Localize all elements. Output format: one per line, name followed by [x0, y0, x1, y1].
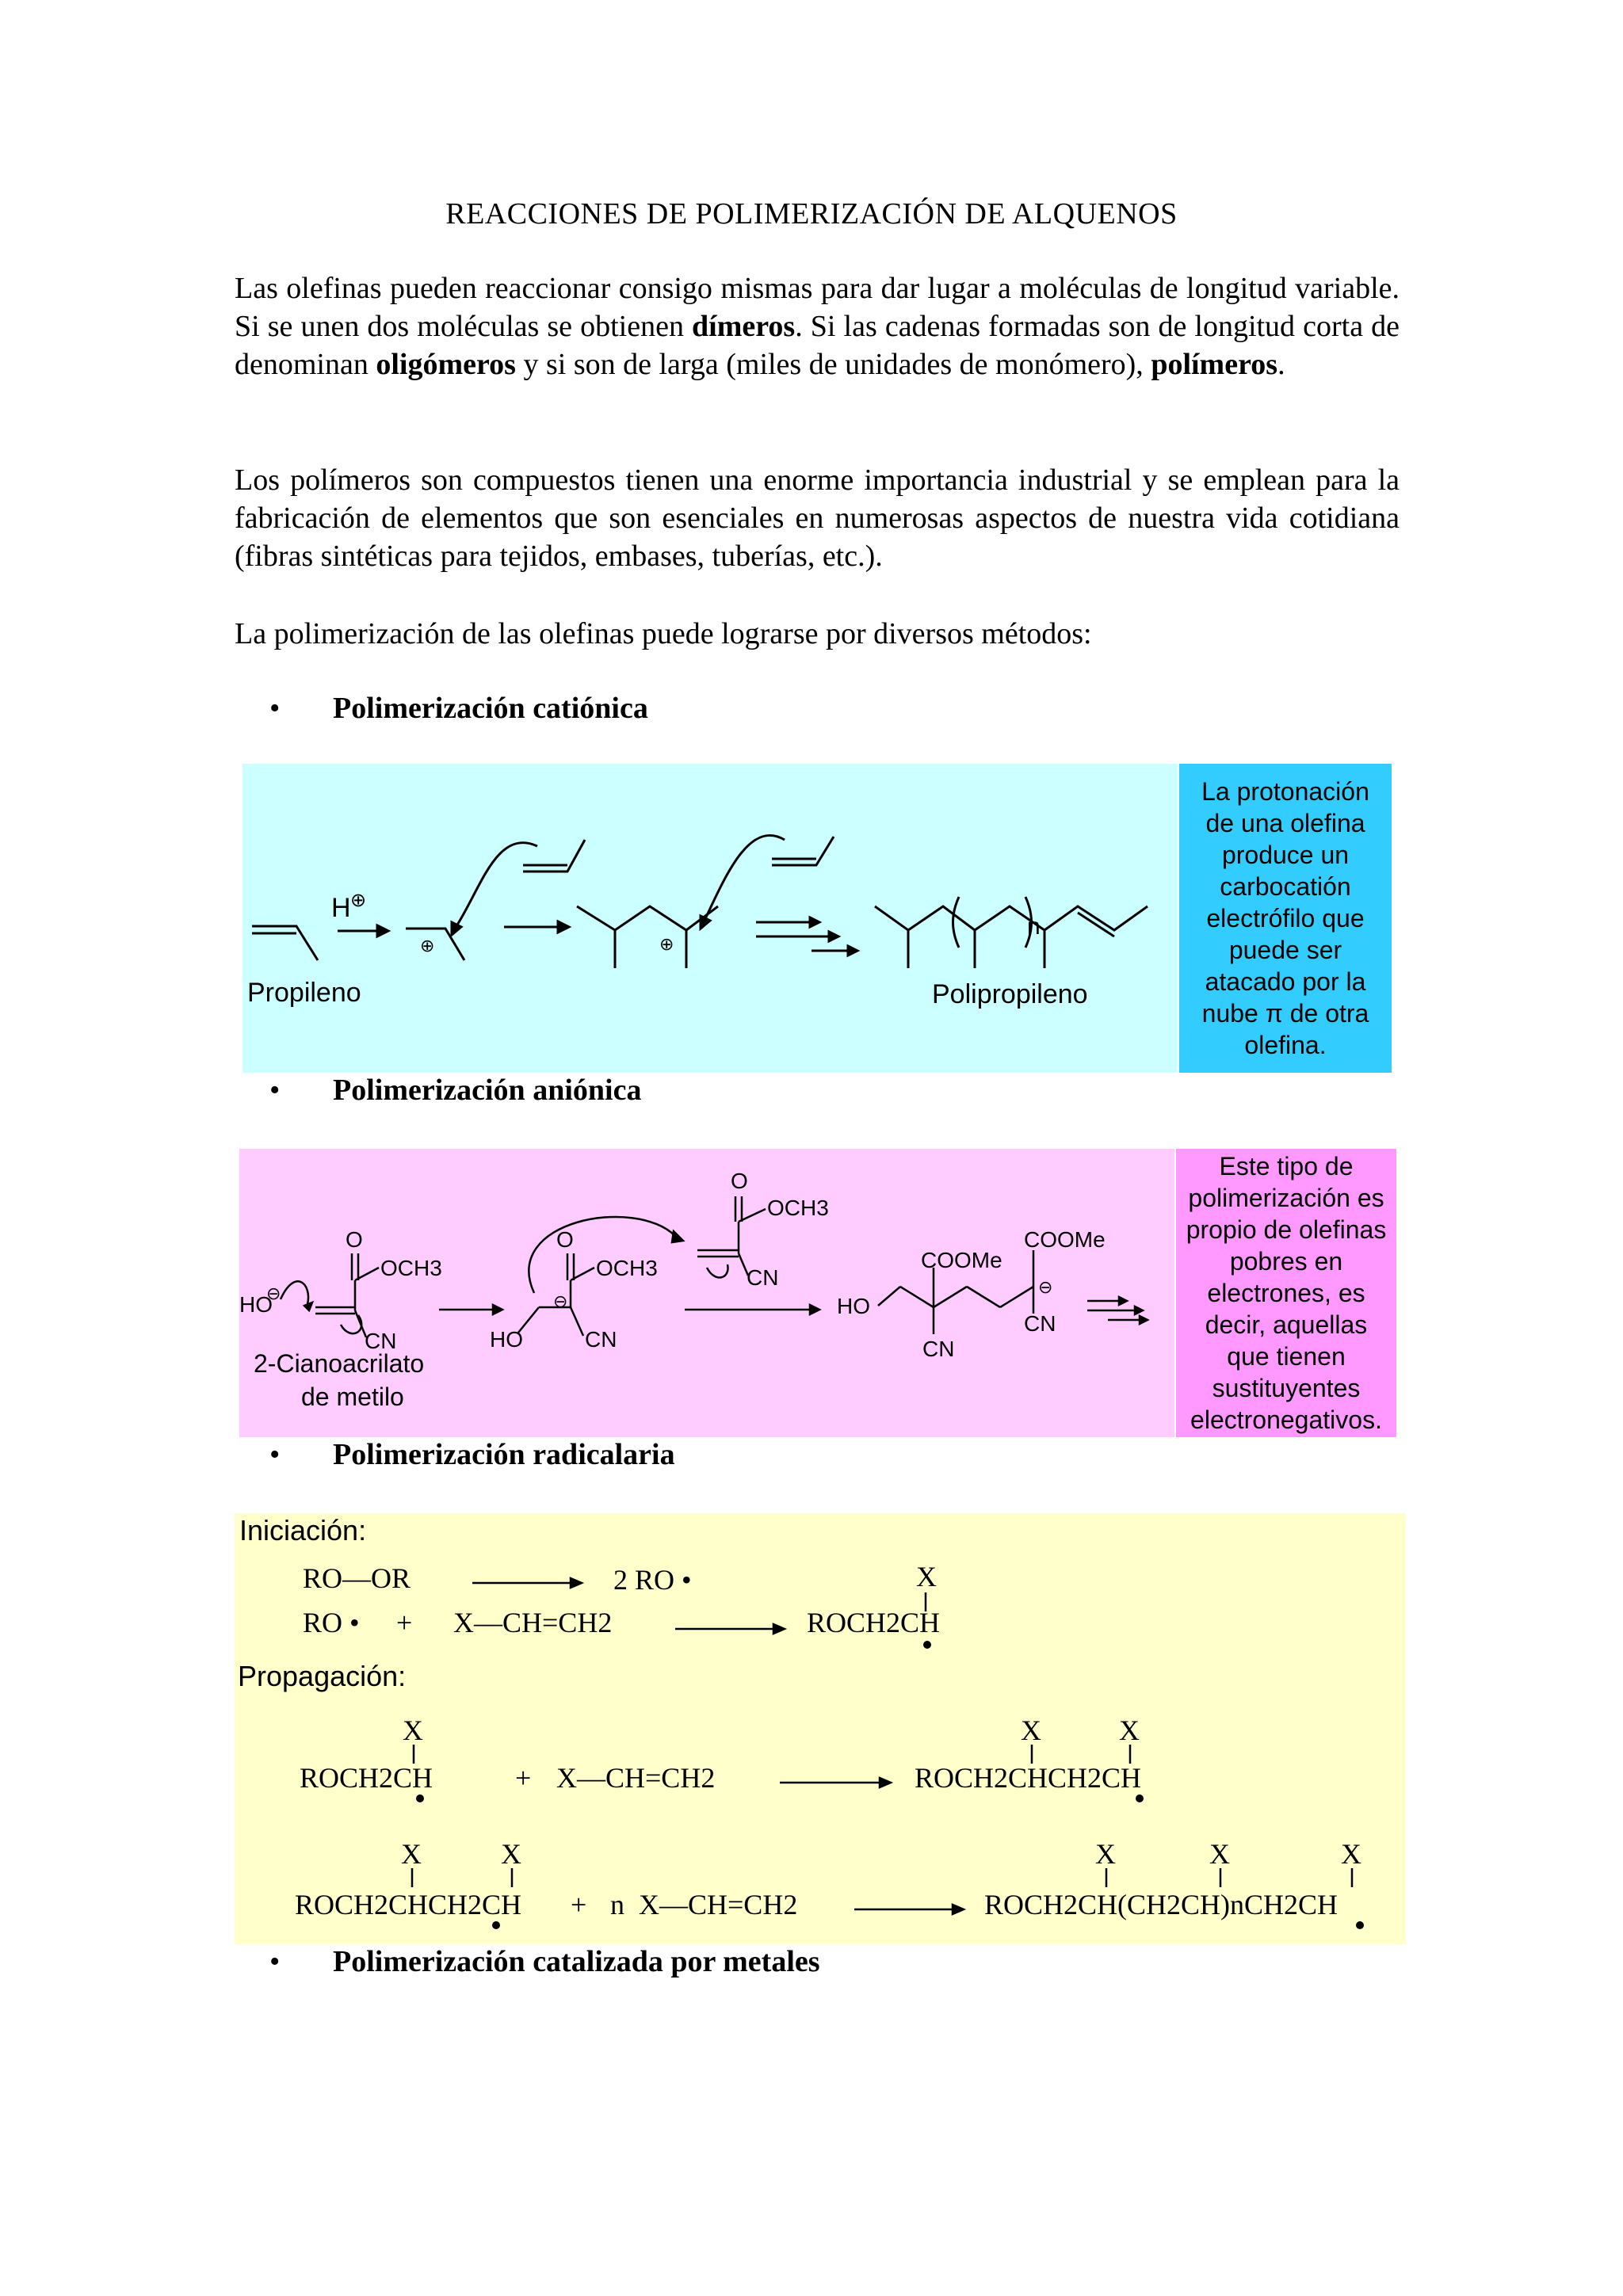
term-polimeros: polímeros	[1151, 348, 1278, 381]
svg-text:⊖: ⊖	[266, 1283, 281, 1303]
svg-text:X: X	[1021, 1714, 1041, 1746]
svg-text:⊖: ⊖	[553, 1291, 568, 1311]
svg-text:X—CH=CH2: X—CH=CH2	[453, 1607, 613, 1638]
svg-text:X: X	[1119, 1714, 1140, 1746]
svg-text:OCH3: OCH3	[380, 1256, 442, 1280]
svg-text:HO: HO	[490, 1327, 523, 1352]
svg-text:X: X	[501, 1838, 521, 1870]
name-line1: 2-Cianoacrilato	[254, 1349, 425, 1378]
svg-text:X: X	[1095, 1838, 1116, 1870]
svg-text:CN: CN	[585, 1327, 617, 1352]
propagacion-heading: Propagación:	[238, 1660, 407, 1692]
svg-text:CN: CN	[747, 1265, 779, 1290]
svg-text:X: X	[1209, 1838, 1230, 1870]
svg-text:X: X	[401, 1838, 422, 1870]
svg-text:n: n	[1027, 913, 1041, 940]
svg-text:X—CH=CH2: X—CH=CH2	[639, 1889, 798, 1920]
svg-text:HO: HO	[837, 1294, 870, 1318]
svg-text:+: +	[571, 1889, 587, 1920]
svg-text:⊕: ⊕	[659, 934, 674, 954]
term-oligomeros: oligómeros	[376, 348, 516, 381]
svg-text:⊕: ⊕	[420, 936, 435, 955]
svg-text:n: n	[610, 1889, 624, 1920]
svg-text:ROCH2CH: ROCH2CH	[807, 1607, 941, 1638]
svg-text:⊕: ⊕	[350, 890, 367, 911]
svg-text:OCH3: OCH3	[596, 1256, 658, 1280]
cationic-note: La protonación de una olefina produce un carbocatión electrófilo que puede ser atacado por la nube π de otra olefina.	[1179, 764, 1392, 1073]
svg-text:OCH3: OCH3	[767, 1196, 829, 1220]
svg-text:CN: CN	[1024, 1311, 1056, 1336]
svg-text:RO—OR: RO—OR	[303, 1562, 411, 1594]
svg-text:ROCH2CH(CH2CH)nCH2CH: ROCH2CH(CH2CH)nCH2CH	[984, 1889, 1338, 1920]
svg-text:+: +	[396, 1607, 413, 1638]
svg-text:CN: CN	[365, 1329, 397, 1353]
svg-text:ROCH2CHCH2CH: ROCH2CHCH2CH	[915, 1762, 1142, 1794]
iniciacion-heading: Iniciación:	[239, 1514, 367, 1547]
svg-text:O: O	[556, 1227, 574, 1252]
cationic-scheme	[242, 764, 1392, 1073]
anionic-scheme	[239, 1149, 1396, 1437]
svg-text:O: O	[731, 1169, 748, 1193]
term-dimeros: dímeros	[692, 310, 796, 343]
svg-text:ROCH2CHCH2CH: ROCH2CHCH2CH	[295, 1889, 522, 1920]
methods-paragraph: La polimerización de las olefinas puede lograrse por diversos métodos:	[235, 617, 1092, 650]
svg-text:COOMe: COOMe	[1024, 1227, 1106, 1252]
svg-text:X: X	[403, 1714, 423, 1746]
svg-text:X—CH=CH2: X—CH=CH2	[556, 1762, 716, 1794]
radical-diagram	[235, 1513, 1406, 1944]
svg-text:X: X	[916, 1561, 937, 1592]
svg-text:ROCH2CH: ROCH2CH	[300, 1762, 433, 1794]
label-propileno: Propileno	[247, 978, 361, 1008]
svg-text:CN: CN	[922, 1337, 955, 1361]
name-line2: de metilo	[301, 1383, 404, 1411]
bullet-dot: •	[269, 692, 281, 725]
page-title: REACCIONES DE POLIMERIZACIÓN DE ALQUENOS	[445, 197, 1178, 231]
svg-text:X: X	[1341, 1838, 1361, 1870]
svg-text:O: O	[346, 1227, 363, 1252]
svg-text:2 RO •: 2 RO •	[613, 1564, 692, 1596]
svg-text:HO: HO	[239, 1292, 273, 1317]
radical-scheme	[235, 1513, 1406, 1944]
svg-text:+: +	[515, 1762, 532, 1794]
svg-text:RO •: RO •	[303, 1607, 360, 1638]
anionic-note: Este tipo de polimerización es propio de olefinas pobres en electrones, es decir, aquellas que tienen sustituyentes electronegativos.	[1176, 1149, 1396, 1437]
svg-text:COOMe: COOMe	[921, 1248, 1002, 1272]
svg-text:H: H	[331, 893, 351, 923]
label-polipropileno: Polipropileno	[932, 979, 1088, 1009]
intro-paragraph: Las olefinas pueden reaccionar consigo mismas para dar lugar a moléculas de longitud variable. Si se unen dos moléculas se obtienen dímeros. Si las cadenas formadas son de longitud corta de denominan oligómeros y si son de larga (miles de unidades de monómero), polímeros.	[235, 272, 1400, 381]
polymers-paragraph: Los polímeros son compuestos tienen una enorme importancia industrial y se emplean para la fabricación de elementos que son esenciales en numerosas aspectos de nuestra vida cotidiana (fibras sintéticas para tejidos, embases, tuberías, etc.).	[235, 463, 1400, 573]
svg-text:⊖: ⊖	[1038, 1277, 1053, 1297]
